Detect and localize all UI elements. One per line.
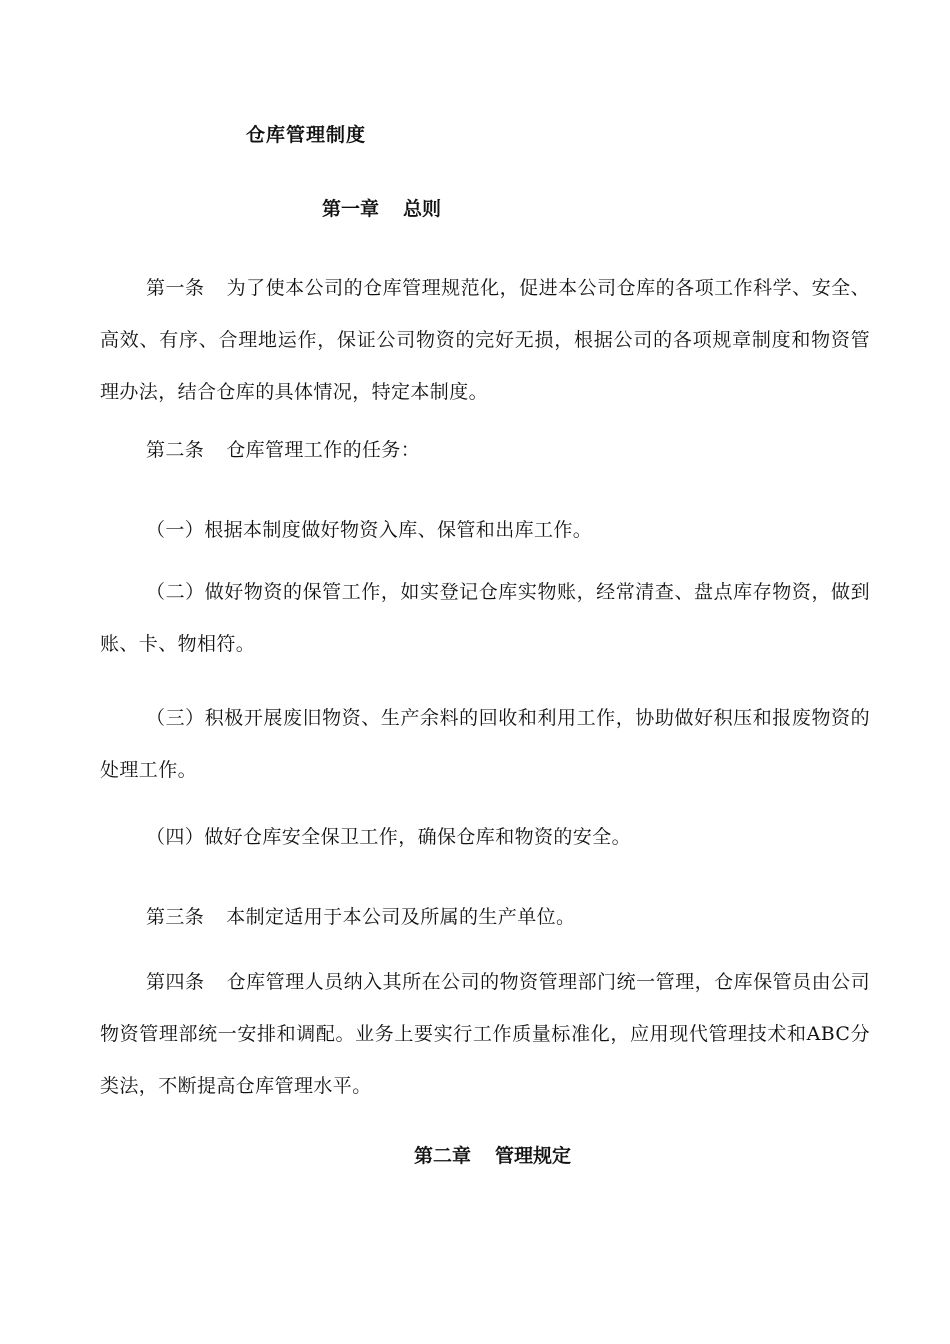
article-1 xyxy=(100,262,870,418)
article-label: 第三条 xyxy=(146,906,205,928)
chapter-name: 总则 xyxy=(403,198,442,220)
article-2 xyxy=(100,424,870,476)
article-4 xyxy=(100,956,870,1112)
article-text: 仓库管理工作的任务： xyxy=(226,439,421,461)
article-3 xyxy=(100,891,870,943)
chapter-heading-1 xyxy=(322,194,441,221)
article-text: 仓库管理人员纳入其所在公司的物资管理部门统一管理，仓库保管员由公司物资管理部统一安排和调配。业务上要实行工作质量标准化，应用现代管理技术和ABC分类法，不断提高仓库管理水平。 xyxy=(100,971,870,1097)
article-label: 第二条 xyxy=(146,439,205,461)
task-item-3: （三）积极开展废旧物资、生产余料的回收和利用工作，协助做好积压和报废物资的处理工作。 xyxy=(100,707,870,781)
chapter-label: 第一章 xyxy=(322,198,380,220)
task-item-2: （二）做好物资的保管工作，如实登记仓库实物账，经常清查、盘点库存物资，做到账、卡、物相符。 xyxy=(100,581,870,655)
article-text: 为了使本公司的仓库管理规范化，促进本公司仓库的各项工作科学、安全、高效、有序、合理地运作，保证公司物资的完好无损，根据公司的各项规章制度和物资管理办法，结合仓库的具体情况，特定本制度。 xyxy=(100,277,870,403)
task-item-4: （四）做好仓库安全保卫工作，确保仓库和物资的安全。 xyxy=(146,826,632,848)
article-label: 第一条 xyxy=(146,277,205,299)
chapter-heading-2 xyxy=(414,1141,571,1168)
article-label: 第四条 xyxy=(146,971,205,993)
chapter-name: 管理规定 xyxy=(495,1145,572,1167)
document-title: 仓库管理制度 xyxy=(246,124,367,146)
article-text: 本制定适用于本公司及所属的生产单位。 xyxy=(226,906,576,928)
chapter-label: 第二章 xyxy=(414,1145,472,1167)
task-item-1: （一）根据本制度做好物资入库、保管和出库工作。 xyxy=(146,519,593,541)
